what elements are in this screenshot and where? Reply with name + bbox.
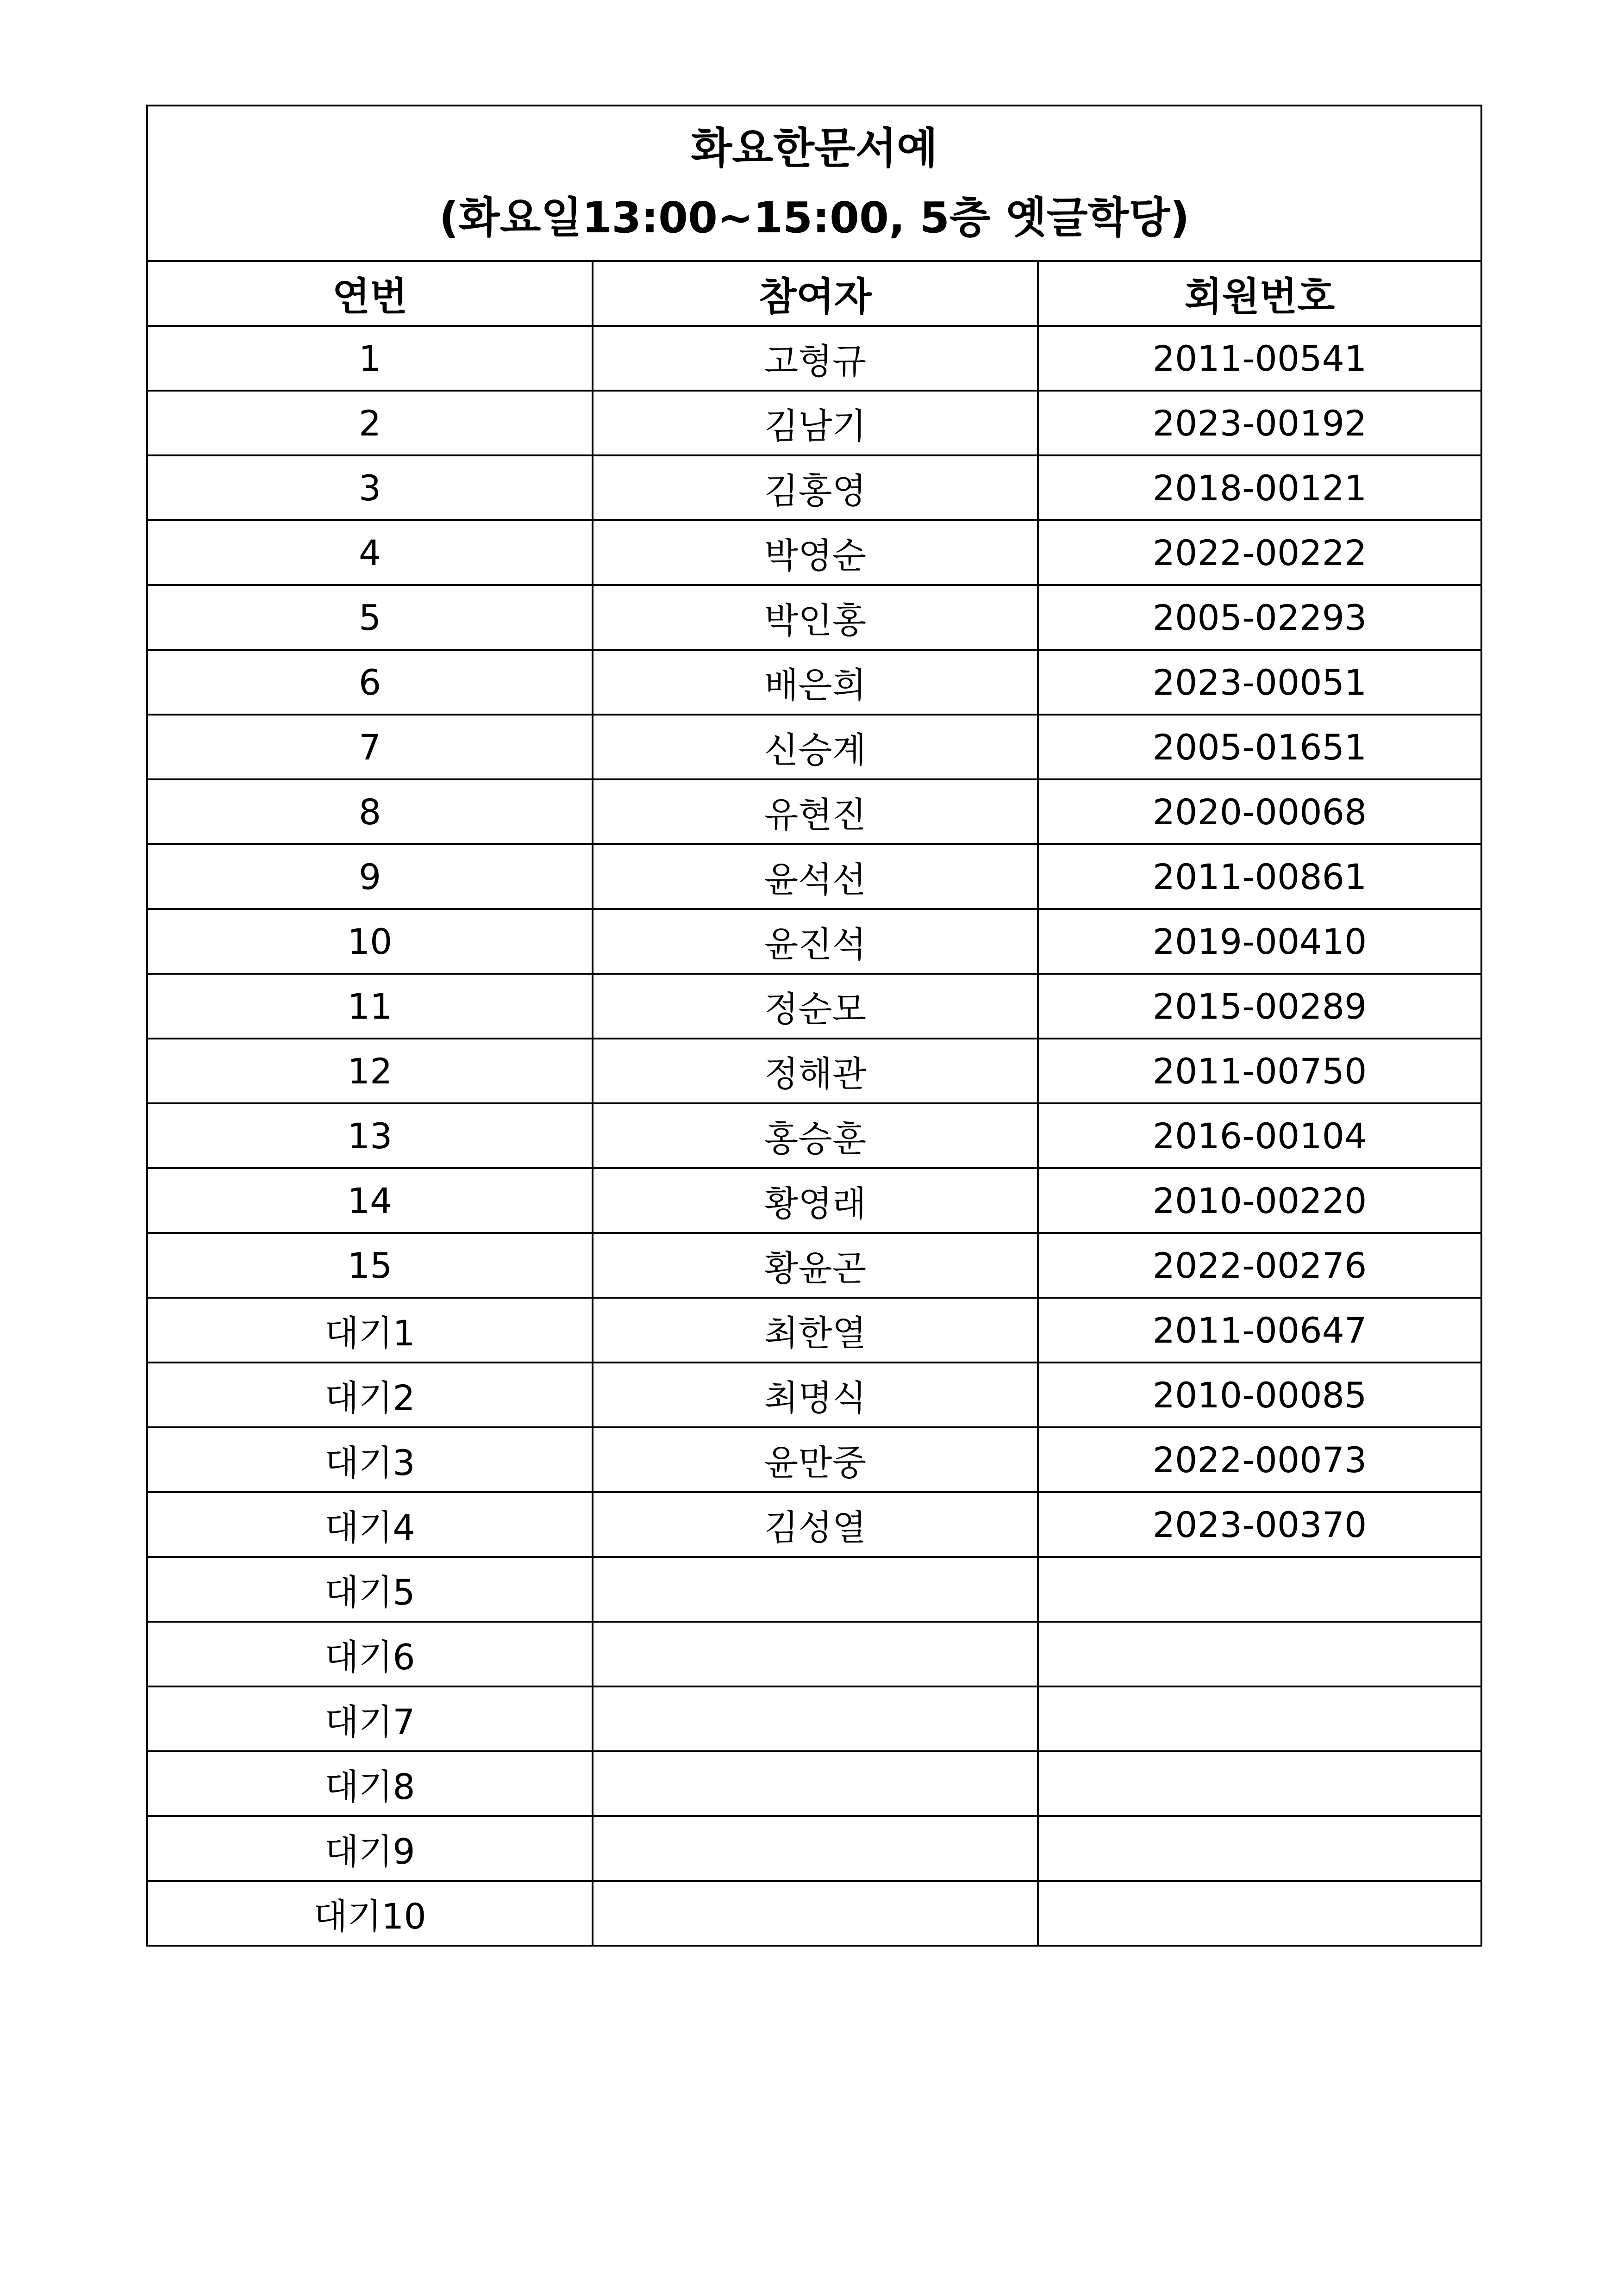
table-row	[147, 974, 1481, 1039]
member-id	[1038, 1881, 1481, 1946]
row-number: 3	[147, 455, 593, 520]
table-row	[147, 1298, 1481, 1363]
participant-name: 정해관	[593, 1039, 1038, 1103]
column-header-number: 연번	[147, 261, 593, 326]
row-number: 11	[147, 974, 593, 1039]
row-number: 대기2	[147, 1363, 593, 1427]
participant-name	[593, 1686, 1038, 1751]
row-number: 2	[147, 391, 593, 455]
row-number: 9	[147, 844, 593, 909]
table-row	[147, 1427, 1481, 1492]
table-row	[147, 1622, 1481, 1686]
row-number: 13	[147, 1103, 593, 1168]
row-number: 대기4	[147, 1492, 593, 1557]
participant-name: 정순모	[593, 974, 1038, 1039]
table-row	[147, 909, 1481, 974]
table-row	[147, 1103, 1481, 1168]
column-header-member-id: 회원번호	[1038, 261, 1481, 326]
table-row	[147, 715, 1481, 779]
member-id: 2022-00073	[1038, 1427, 1481, 1492]
table-body	[147, 326, 1481, 1946]
member-id	[1038, 1686, 1481, 1751]
table-row	[147, 1816, 1481, 1881]
participant-name: 배은희	[593, 650, 1038, 715]
member-id: 2011-00647	[1038, 1298, 1481, 1363]
participant-name: 최명식	[593, 1363, 1038, 1427]
row-number: 대기7	[147, 1686, 593, 1751]
member-id: 2023-00370	[1038, 1492, 1481, 1557]
row-number: 14	[147, 1168, 593, 1233]
row-number: 대기9	[147, 1816, 593, 1881]
column-header-participant: 참여자	[593, 261, 1038, 326]
participant-name: 박인홍	[593, 585, 1038, 650]
member-id: 2019-00410	[1038, 909, 1481, 974]
table-row	[147, 1039, 1481, 1103]
participant-name: 윤진석	[593, 909, 1038, 974]
row-number: 대기10	[147, 1881, 593, 1946]
row-number: 15	[147, 1233, 593, 1298]
member-id: 2011-00861	[1038, 844, 1481, 909]
participant-name	[593, 1622, 1038, 1686]
row-number: 대기5	[147, 1557, 593, 1622]
table-row	[147, 1168, 1481, 1233]
member-id: 2010-00085	[1038, 1363, 1481, 1427]
participant-name: 홍승훈	[593, 1103, 1038, 1168]
participant-name: 황윤곤	[593, 1233, 1038, 1298]
member-id	[1038, 1622, 1481, 1686]
member-id: 2016-00104	[1038, 1103, 1481, 1168]
participant-name: 윤만중	[593, 1427, 1038, 1492]
table-row	[147, 391, 1481, 455]
row-number: 4	[147, 520, 593, 585]
table-row	[147, 779, 1481, 844]
member-id: 2010-00220	[1038, 1168, 1481, 1233]
table-row	[147, 650, 1481, 715]
participant-name: 유현진	[593, 779, 1038, 844]
participant-name: 박영순	[593, 520, 1038, 585]
participant-name: 고형규	[593, 326, 1038, 391]
member-id: 2005-02293	[1038, 585, 1481, 650]
member-id: 2020-00068	[1038, 779, 1481, 844]
row-number: 6	[147, 650, 593, 715]
row-number: 대기3	[147, 1427, 593, 1492]
title-schedule: (화요일13:00~15:00, 5층 옛글학당)	[439, 193, 1190, 243]
table-row	[147, 1492, 1481, 1557]
row-number: 대기6	[147, 1622, 593, 1686]
table-row	[147, 1233, 1481, 1298]
table-row	[147, 844, 1481, 909]
row-number: 대기1	[147, 1298, 593, 1363]
title-row	[147, 106, 1481, 261]
participant-name: 최한열	[593, 1298, 1038, 1363]
participant-name	[593, 1751, 1038, 1816]
member-id	[1038, 1557, 1481, 1622]
table-row	[147, 326, 1481, 391]
table-row	[147, 520, 1481, 585]
row-number: 5	[147, 585, 593, 650]
table-row	[147, 1686, 1481, 1751]
participant-name	[593, 1881, 1038, 1946]
table-row	[147, 1751, 1481, 1816]
member-id	[1038, 1816, 1481, 1881]
participant-name: 윤석선	[593, 844, 1038, 909]
table-row	[147, 1363, 1481, 1427]
participant-table	[146, 105, 1482, 1947]
participant-name	[593, 1816, 1038, 1881]
participant-name: 김홍영	[593, 455, 1038, 520]
table-row	[147, 585, 1481, 650]
member-id: 2022-00222	[1038, 520, 1481, 585]
member-id: 2005-01651	[1038, 715, 1481, 779]
row-number: 12	[147, 1039, 593, 1103]
row-number: 8	[147, 779, 593, 844]
row-number: 1	[147, 326, 593, 391]
member-id: 2022-00276	[1038, 1233, 1481, 1298]
table-row	[147, 1557, 1481, 1622]
participant-name	[593, 1557, 1038, 1622]
participant-name: 김남기	[593, 391, 1038, 455]
member-id: 2015-00289	[1038, 974, 1481, 1039]
header-row	[147, 261, 1481, 326]
member-id	[1038, 1751, 1481, 1816]
participant-name: 황영래	[593, 1168, 1038, 1233]
row-number: 7	[147, 715, 593, 779]
member-id: 2023-00192	[1038, 391, 1481, 455]
row-number: 10	[147, 909, 593, 974]
table-row	[147, 1881, 1481, 1946]
participant-name: 신승계	[593, 715, 1038, 779]
row-number: 대기8	[147, 1751, 593, 1816]
participant-name: 김성열	[593, 1492, 1038, 1557]
member-id: 2018-00121	[1038, 455, 1481, 520]
member-id: 2011-00750	[1038, 1039, 1481, 1103]
member-id: 2011-00541	[1038, 326, 1481, 391]
member-id: 2023-00051	[1038, 650, 1481, 715]
table-title	[147, 106, 1481, 261]
table-row	[147, 455, 1481, 520]
title-class-name: 화요한문서예	[691, 124, 938, 173]
